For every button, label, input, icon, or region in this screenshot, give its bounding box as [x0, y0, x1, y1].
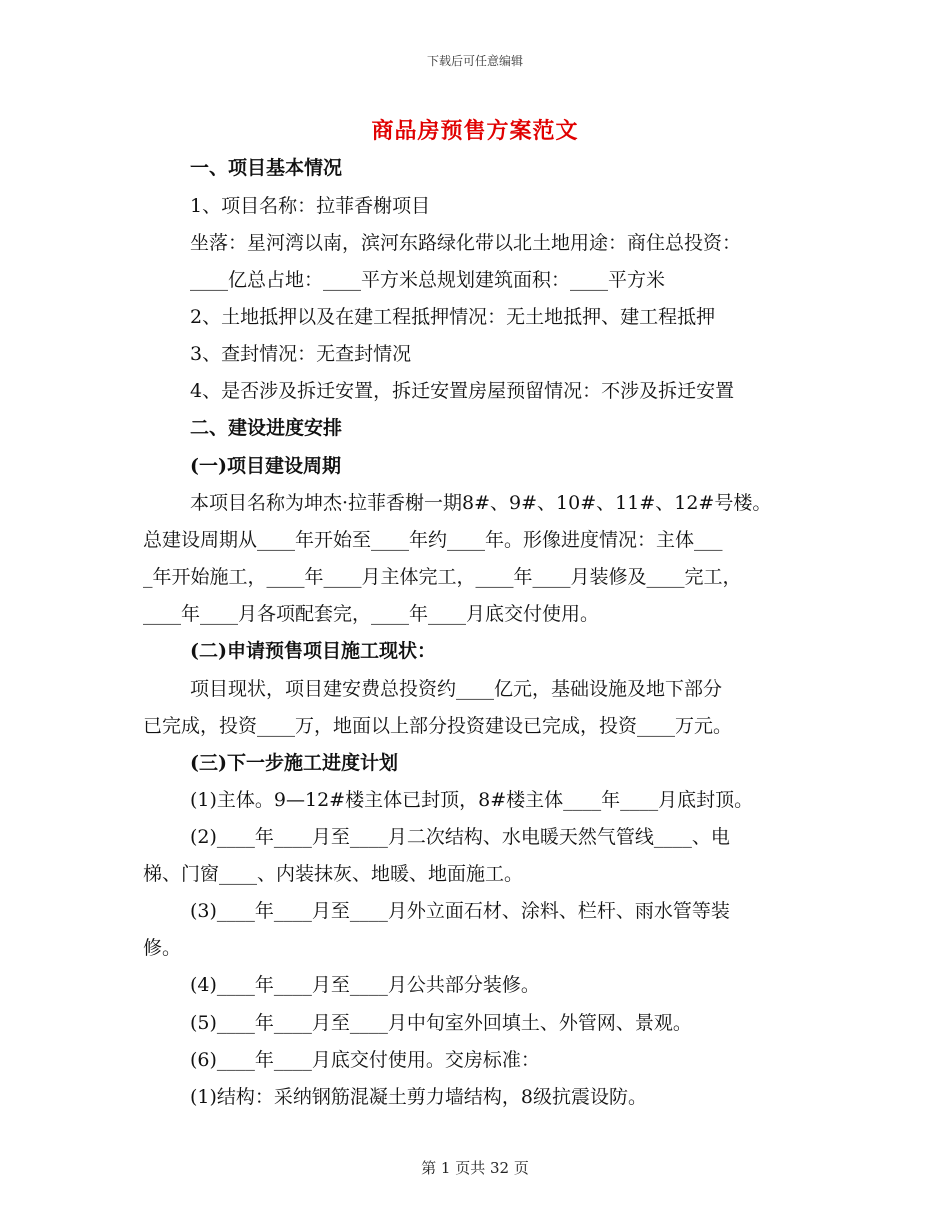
section-heading-2: 二、建设进度安排 [190, 417, 343, 439]
paragraph-line: (1)结构：采纳钢筋混凝土剪力墙结构，8级抗震设防。 [190, 1086, 648, 1108]
paragraph-line: 1、项目名称：拉菲香榭项目 [190, 195, 431, 217]
paragraph-line: (2)____年____月至____月二次结构、水电暖天然气管线____、电 [190, 826, 730, 848]
paragraph-line: (6)____年____月底交付使用。交房标准： [190, 1049, 540, 1071]
subsection-heading: (一)项目建设周期 [190, 455, 341, 477]
paragraph-line: 项目现状，项目建安费总投资约____亿元，基础设施及地下部分 [190, 678, 723, 700]
paragraph-line: 梯、门窗____、内装抹灰、地暖、地面施工。 [143, 863, 524, 885]
paragraph-line: 3、查封情况：无查封情况 [190, 343, 412, 365]
paragraph-line: 坐落：星河湾以南，滨河东路绿化带以北土地用途：商住总投资： [190, 232, 742, 254]
paragraph-line: 修。 [143, 937, 182, 959]
document-title: 商品房预售方案范文 [371, 118, 579, 144]
paragraph-line: 2、土地抵押以及在建工程抵押情况：无土地抵押、建工程抵押 [190, 306, 716, 328]
header-note: 下载后可任意编辑 [426, 54, 523, 68]
subsection-heading: (三)下一步施工进度计划 [190, 752, 398, 774]
paragraph-line: (3)____年____月至____月外立面石材、涂料、栏杆、雨水管等装 [190, 900, 730, 922]
paragraph-line: 已完成，投资____万，地面以上部分投资建设已完成，投资____万元。 [143, 715, 733, 737]
paragraph-line: ____亿总占地：____平方米总规划建筑面积：____平方米 [190, 269, 666, 291]
paragraph-line: (5)____年____月至____月中旬室外回填土、外管网、景观。 [190, 1012, 692, 1034]
section-heading-1: 一、项目基本情况 [190, 157, 343, 179]
page-number-footer: 第 1 页共 32 页 [421, 1159, 529, 1177]
paragraph-line: 本项目名称为坤杰·拉菲香榭一期8#、9#、10#、11#、12#号楼。 [190, 492, 772, 514]
subsection-heading: (二)申请预售项目施工现状： [190, 640, 436, 662]
paragraph-line: (4)____年____月至____月公共部分装修。 [190, 974, 540, 996]
paragraph-line: ____年____月各项配套完，____年____月底交付使用。 [143, 603, 600, 625]
paragraph-line: 总建设周期从____年开始至____年约____年。形像进度情况：主体___ [143, 529, 723, 551]
paragraph-line: _年开始施工，____年____月主体完工，____年____月装修及____完工， [143, 566, 742, 588]
paragraph-line: (1)主体。9—12#楼主体已封顶，8#楼主体____年____月底封顶。 [190, 789, 754, 811]
paragraph-line: 4、是否涉及拆迁安置，拆迁安置房屋预留情况：不涉及拆迁安置 [190, 380, 735, 402]
